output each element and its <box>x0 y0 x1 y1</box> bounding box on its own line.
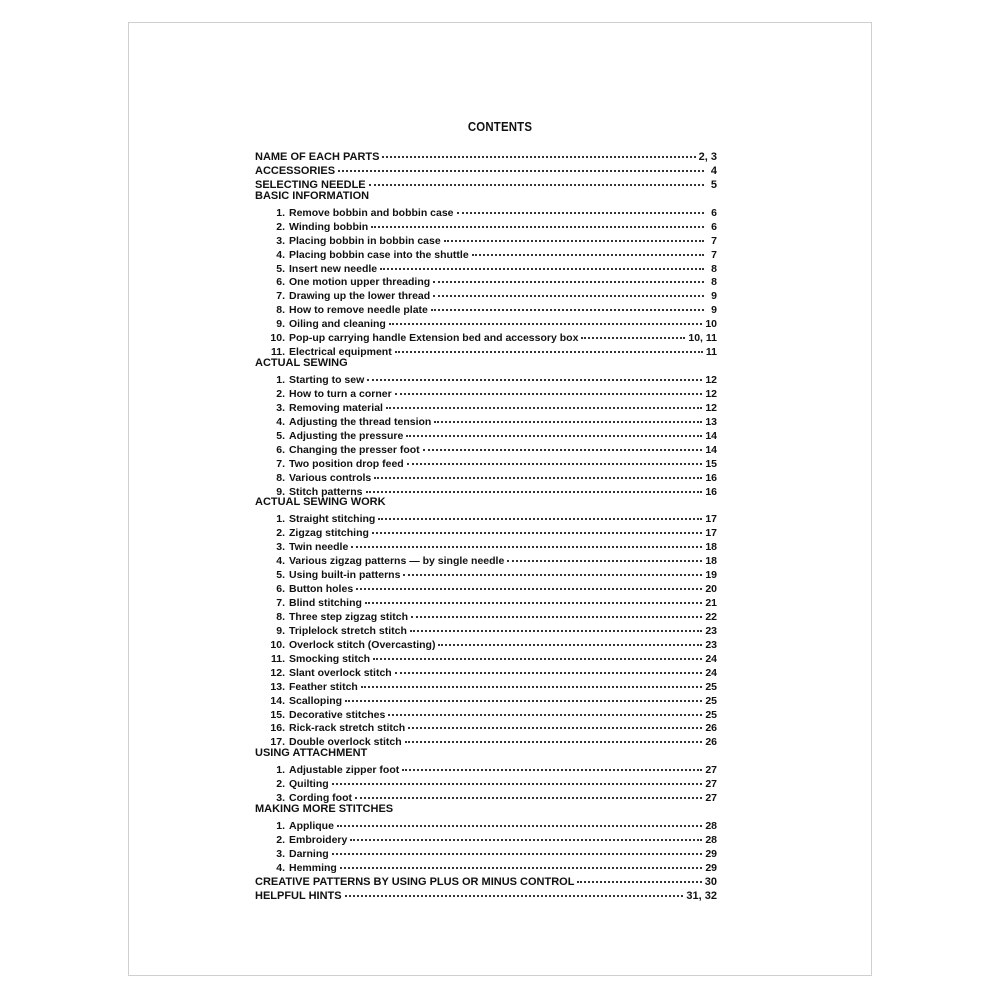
toc-item-number: 11. <box>270 652 285 665</box>
toc-label: Button holes <box>289 583 354 596</box>
dot-leader <box>411 606 702 618</box>
dot-leader <box>410 620 702 632</box>
toc-item-number: 5. <box>276 569 285 582</box>
toc-page-number: 24 <box>705 666 717 679</box>
toc-label: BASIC INFORMATION <box>255 189 370 202</box>
toc-page-number: 26 <box>705 736 717 749</box>
toc-page-number: 23 <box>705 638 717 651</box>
toc-label: NAME OF EACH PARTS <box>255 151 380 163</box>
toc-item-number: 16. <box>270 722 285 735</box>
toc-page-number: 6 <box>711 206 717 219</box>
toc-item-number: 10. <box>270 638 285 651</box>
dot-leader <box>581 327 685 339</box>
toc-page-number: 14 <box>705 443 717 456</box>
toc-page-number: 21 <box>705 597 717 609</box>
toc-page-number: 5 <box>710 178 717 191</box>
dot-leader <box>577 871 701 883</box>
dot-leader <box>371 216 704 228</box>
toc-item <box>255 733 717 747</box>
dot-leader <box>389 313 702 325</box>
toc-item-number: 9. <box>276 318 285 331</box>
dot-leader <box>431 299 704 311</box>
dot-leader <box>423 439 703 451</box>
toc-item <box>255 483 717 497</box>
dot-leader <box>444 230 704 242</box>
toc-page-number: 4 <box>710 164 717 177</box>
toc-entry <box>255 176 717 190</box>
toc-label: Triplelock stretch stitch <box>289 624 407 637</box>
toc-page-number: 12 <box>705 374 717 386</box>
toc-item-number: 8. <box>276 610 285 623</box>
dot-leader <box>457 202 704 214</box>
dot-leader <box>340 857 702 869</box>
dot-leader <box>402 759 702 771</box>
toc-page-number: 10, 11 <box>688 332 717 345</box>
toc-label: ACCESSORIES <box>255 164 336 177</box>
dot-leader <box>408 717 702 729</box>
toc-page-number: 30 <box>704 875 717 888</box>
toc-label: Adjusting the thread tension <box>289 415 432 428</box>
dot-leader <box>395 341 703 353</box>
toc-item-number: 7. <box>276 457 285 470</box>
toc-label: Straight stitching <box>289 513 376 526</box>
dot-leader <box>374 467 702 479</box>
toc-label: Adjustable zipper foot <box>289 764 400 777</box>
toc-label: Insert new needle <box>289 262 378 275</box>
toc-item-number: 2. <box>276 833 285 846</box>
dot-leader <box>350 829 702 841</box>
dot-leader <box>434 411 702 423</box>
dot-leader <box>405 731 703 743</box>
toc-label: Double overlock stitch <box>289 736 402 749</box>
toc-label: How to remove needle plate <box>289 304 428 317</box>
toc-page-number: 25 <box>705 708 717 721</box>
toc-page-number: 7 <box>711 234 717 247</box>
toc-label: Cording foot <box>289 792 352 805</box>
toc-label: CREATIVE PATTERNS BY USING PLUS OR MINUS CONTROL <box>255 875 575 888</box>
toc-label: Removing material <box>289 401 383 414</box>
toc-item-number: 6. <box>276 443 285 456</box>
toc-item-number: 2. <box>276 387 285 400</box>
dot-leader <box>332 773 703 785</box>
toc-label: Scalloping <box>289 694 343 707</box>
dot-leader <box>365 592 702 604</box>
toc-label: Pop-up carrying handle Extension bed and accessory box <box>289 332 579 345</box>
toc-item-number: 3. <box>276 847 285 860</box>
dot-leader <box>356 578 702 590</box>
toc-page-number: 31, 32 <box>686 889 717 902</box>
toc-item-number: 5. <box>276 429 285 442</box>
toc-item-number: 17. <box>270 736 285 749</box>
toc-label: One motion upper threading <box>289 276 431 289</box>
toc-label: How to turn a corner <box>289 387 392 400</box>
toc-page-number: 28 <box>705 820 717 832</box>
toc-page-number: 9 <box>711 304 717 317</box>
toc-page-number: 16 <box>705 485 717 498</box>
toc-label: MAKING MORE STITCHES <box>255 803 394 816</box>
toc-item-number: 13. <box>270 680 285 693</box>
dot-leader <box>472 244 704 256</box>
dot-leader <box>382 146 695 158</box>
dot-leader <box>345 885 684 897</box>
toc-item-number: 1. <box>276 513 285 526</box>
toc-label: Hemming <box>289 861 337 874</box>
toc-item-number: 9. <box>276 624 285 637</box>
toc-label: Slant overlock stitch <box>289 666 392 679</box>
toc-item-number: 1. <box>276 820 285 832</box>
toc-page-number: 6 <box>711 220 717 233</box>
toc-page-number: 22 <box>705 610 717 623</box>
toc-page-number: 26 <box>705 722 717 735</box>
toc-page-number: 8 <box>711 276 717 289</box>
toc-item-number: 4. <box>276 248 285 261</box>
toc-label: Remove bobbin and bobbin case <box>289 206 454 219</box>
toc-item <box>255 343 717 357</box>
dot-leader <box>388 704 702 716</box>
toc-label: Quilting <box>289 778 329 791</box>
toc-label: Various controls <box>289 471 372 484</box>
toc-label: Adjusting the pressure <box>289 429 404 442</box>
toc-label: Smocking stitch <box>289 652 371 665</box>
dot-leader <box>433 285 704 297</box>
toc-label: Feather stitch <box>289 680 358 693</box>
toc-page-number: 9 <box>711 290 717 303</box>
toc-label: USING ATTACHMENT <box>255 747 368 760</box>
dot-leader <box>395 383 703 395</box>
dot-leader <box>351 536 702 548</box>
toc-item-number: 2. <box>276 220 285 233</box>
toc-page-number: 29 <box>705 861 717 874</box>
toc-label: ACTUAL SEWING WORK <box>255 496 386 509</box>
toc-page-number: 14 <box>705 429 717 442</box>
toc-page-number: 8 <box>711 262 717 275</box>
toc-page-number: 24 <box>705 652 717 665</box>
toc-label: Rick-rack stretch stitch <box>289 722 406 735</box>
dot-leader <box>345 690 702 702</box>
toc-page-number: 19 <box>705 569 717 582</box>
toc-page-number: 12 <box>705 387 717 400</box>
dot-leader <box>406 425 702 437</box>
toc-label: SELECTING NEEDLE <box>255 178 366 191</box>
toc-item-number: 2. <box>276 778 285 791</box>
toc-item-number: 3. <box>276 792 285 805</box>
dot-leader <box>380 258 704 270</box>
document-page <box>128 22 872 976</box>
toc-entry <box>255 887 717 901</box>
dot-leader <box>355 787 702 799</box>
dot-leader <box>372 522 702 534</box>
toc-item-number: 10. <box>270 332 285 345</box>
dot-leader <box>438 634 702 646</box>
toc-page-number: 23 <box>705 624 717 637</box>
dot-leader <box>395 662 703 674</box>
dot-leader <box>433 271 704 283</box>
toc-page-number: 27 <box>705 792 717 805</box>
toc-label: Three step zigzag stitch <box>289 610 409 623</box>
toc-label: Starting to sew <box>289 374 365 386</box>
toc-label: Various zigzag patterns — by single needle <box>289 555 505 568</box>
toc-item-number: 6. <box>276 276 285 289</box>
toc-item-number: 4. <box>276 555 285 568</box>
toc-label: Embroidery <box>289 833 348 846</box>
toc-item-number: 1. <box>276 206 285 219</box>
toc-item-number: 6. <box>276 583 285 596</box>
toc-label: Oiling and cleaning <box>289 318 386 331</box>
toc-page-number: 7 <box>711 248 717 261</box>
dot-leader <box>403 564 702 576</box>
dot-leader <box>366 481 703 493</box>
toc-item-number: 9. <box>276 485 285 498</box>
dot-leader <box>378 508 702 520</box>
toc-item-number: 8. <box>276 304 285 317</box>
toc-page-number: 11 <box>705 346 717 359</box>
toc-page-number: 17 <box>705 527 717 540</box>
toc-label: Placing bobbin in bobbin case <box>289 234 441 247</box>
toc-item-number: 1. <box>276 374 285 386</box>
dot-leader <box>369 174 704 186</box>
toc-item-number: 14. <box>270 694 285 707</box>
toc-label: ACTUAL SEWING <box>255 357 348 370</box>
dot-leader <box>407 453 703 465</box>
toc-page-number: 13 <box>705 415 717 428</box>
toc-label: Winding bobbin <box>289 220 369 233</box>
toc-label: HELPFUL HINTS <box>255 889 342 902</box>
toc-item-number: 2. <box>276 527 285 540</box>
toc-item-number: 3. <box>276 234 285 247</box>
dot-leader <box>373 648 702 660</box>
toc-label: Zigzag stitching <box>289 527 369 540</box>
toc-page-number: 28 <box>705 833 717 846</box>
toc-page-number: 25 <box>705 680 717 693</box>
toc-item-number: 5. <box>276 262 285 275</box>
toc-item-number: 7. <box>276 597 285 609</box>
toc-page-number: 15 <box>705 457 717 470</box>
toc-item-number: 15. <box>270 708 285 721</box>
dot-leader <box>337 815 702 827</box>
toc-item-number: 1. <box>276 764 285 777</box>
toc-item-number: 4. <box>276 861 285 874</box>
table-of-contents <box>255 148 717 901</box>
toc-item-number: 11. <box>270 346 285 359</box>
dot-leader <box>332 843 703 855</box>
toc-label: Stitch patterns <box>289 485 363 498</box>
toc-item-number: 12. <box>270 666 285 679</box>
toc-item-number: 3. <box>276 541 285 554</box>
toc-label: Blind stitching <box>289 597 362 609</box>
toc-page-number: 20 <box>705 583 717 596</box>
toc-label: Using built-in patterns <box>289 569 401 582</box>
toc-label: Overlock stitch (Overcasting) <box>289 638 436 651</box>
toc-page-number: 17 <box>705 513 717 526</box>
dot-leader <box>338 160 704 172</box>
toc-page-number: 18 <box>705 555 717 568</box>
toc-page-number: 29 <box>705 847 717 860</box>
toc-page-number: 10 <box>705 318 717 331</box>
dot-leader <box>507 550 702 562</box>
dot-leader <box>386 397 702 409</box>
dot-leader <box>367 369 702 381</box>
toc-item-number: 4. <box>276 415 285 428</box>
toc-item <box>255 789 717 803</box>
dot-leader <box>361 676 702 688</box>
toc-item-number: 8. <box>276 471 285 484</box>
toc-label: Drawing up the lower thread <box>289 290 431 303</box>
toc-page-number: 18 <box>705 541 717 554</box>
toc-label: Applique <box>289 820 334 832</box>
toc-item-number: 7. <box>276 290 285 303</box>
toc-label: Twin needle <box>289 541 349 554</box>
toc-page-number: 12 <box>705 401 717 414</box>
toc-page-number: 16 <box>705 471 717 484</box>
toc-label: Darning <box>289 847 329 860</box>
toc-label: Electrical equipment <box>289 346 392 359</box>
toc-page-number: 25 <box>705 694 717 707</box>
page-title: CONTENTS <box>467 119 533 134</box>
toc-page-number: 2, 3 <box>698 151 717 163</box>
toc-label: Decorative stitches <box>289 708 386 721</box>
toc-page-number: 27 <box>705 778 717 791</box>
toc-item-number: 3. <box>276 401 285 414</box>
toc-page-number: 27 <box>705 764 717 777</box>
toc-label: Two position drop feed <box>289 457 404 470</box>
toc-label: Changing the presser foot <box>289 443 420 456</box>
toc-label: Placing bobbin case into the shuttle <box>289 248 469 261</box>
